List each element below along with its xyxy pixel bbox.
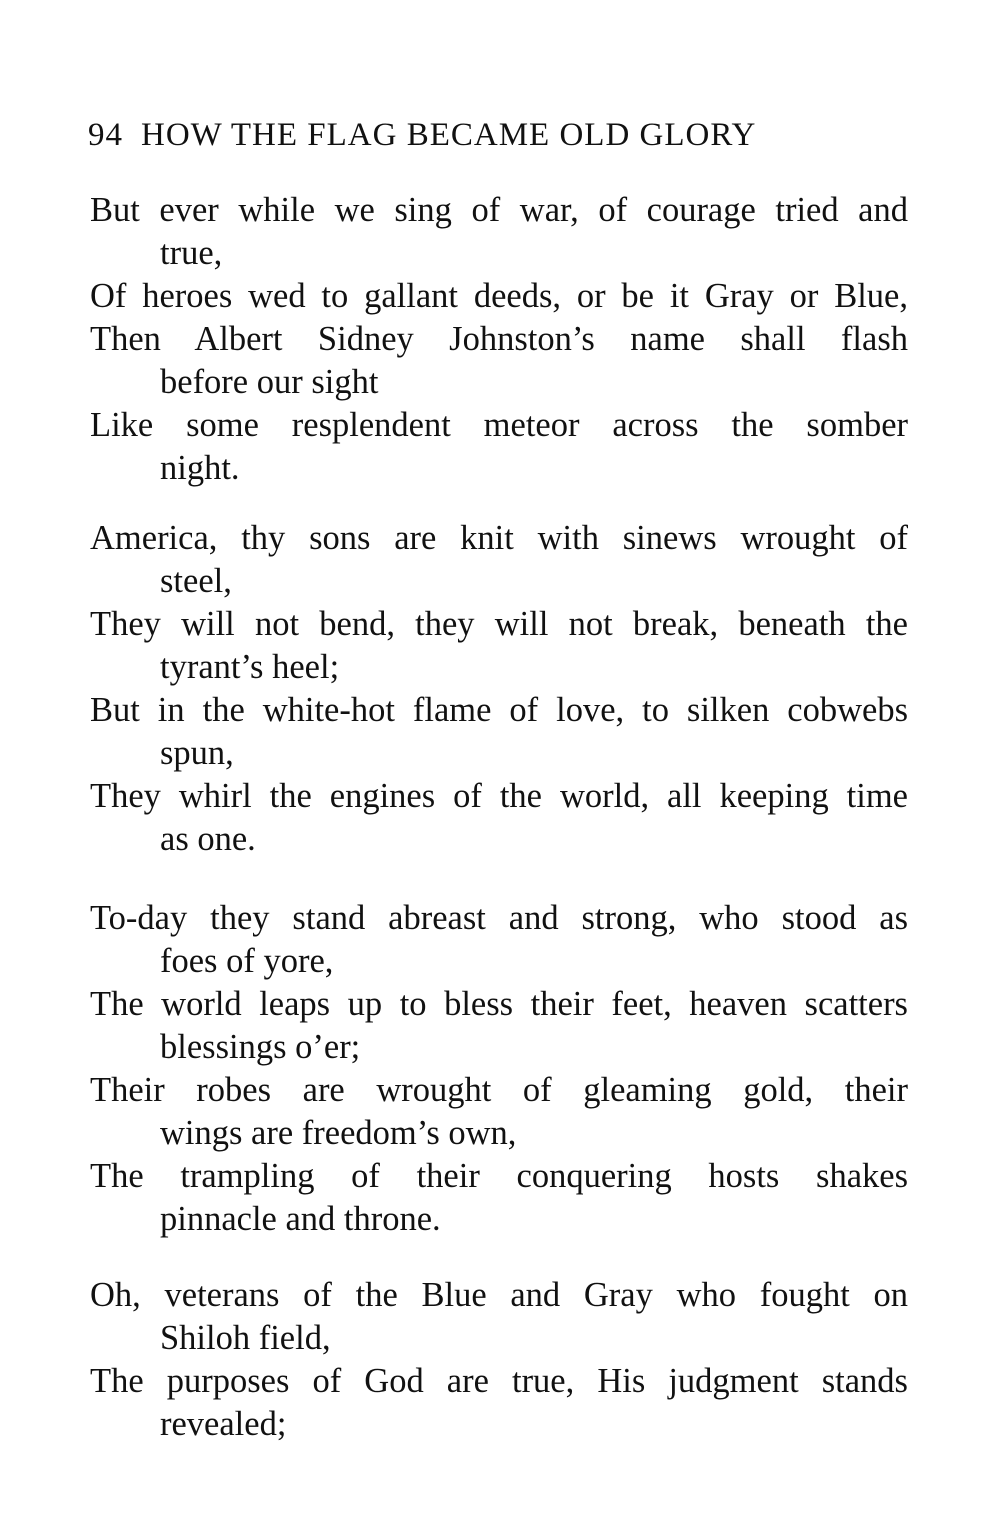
- verse-line-continuation: true,: [160, 234, 223, 272]
- verse-line: But in the white-hot flame of love, to silken cobwebs: [90, 691, 908, 729]
- stanza: [90, 897, 908, 1241]
- verse-line: Like some resplendent meteor across the somber: [90, 406, 908, 444]
- stanza: [90, 1274, 908, 1446]
- verse-line: They will not bend, they will not break, beneath the: [90, 605, 908, 643]
- verse-line-continuation: Shiloh field,: [160, 1319, 331, 1357]
- verse-line-continuation: blessings o’er;: [160, 1028, 361, 1066]
- verse-line-continuation: spun,: [160, 734, 234, 772]
- verse-line: But ever while we sing of war, of courage tried and: [90, 191, 908, 229]
- verse-line: Then Albert Sidney Johnston’s name shall flash: [90, 320, 908, 358]
- running-title: HOW THE FLAG BECAME OLD GLORY: [141, 117, 757, 153]
- verse-line-continuation: revealed;: [160, 1405, 287, 1443]
- verse-line-continuation: foes of yore,: [160, 942, 334, 980]
- stanza: [90, 517, 908, 861]
- verse-line-continuation: before our sight: [160, 363, 379, 401]
- running-header: [88, 117, 908, 154]
- verse-line: The purposes of God are true, His judgment stands: [90, 1362, 908, 1400]
- verse-line-continuation: steel,: [160, 562, 232, 600]
- verse-line: Their robes are wrought of gleaming gold, their: [90, 1071, 908, 1109]
- verse-line-continuation: tyrant’s heel;: [160, 648, 340, 686]
- verse-line: Of heroes wed to gallant deeds, or be it Gray or Blue,: [90, 277, 908, 315]
- verse-line: Oh, veterans of the Blue and Gray who fought on: [90, 1276, 908, 1314]
- verse-line-continuation: wings are freedom’s own,: [160, 1114, 517, 1152]
- page-number: 94: [88, 117, 123, 153]
- verse-line: The world leaps up to bless their feet, heaven scatters: [90, 985, 908, 1023]
- verse-line: America, thy sons are knit with sinews wrought of: [90, 519, 908, 557]
- verse-line: The trampling of their conquering hosts shakes: [90, 1157, 908, 1195]
- verse-line: They whirl the engines of the world, all keeping time: [90, 777, 908, 815]
- verse-line-continuation: night.: [160, 449, 240, 487]
- verse-line: To-day they stand abreast and strong, who stood as: [90, 899, 908, 937]
- stanza: [90, 189, 908, 490]
- verse-line-continuation: pinnacle and throne.: [160, 1200, 441, 1238]
- verse-line-continuation: as one.: [160, 820, 256, 858]
